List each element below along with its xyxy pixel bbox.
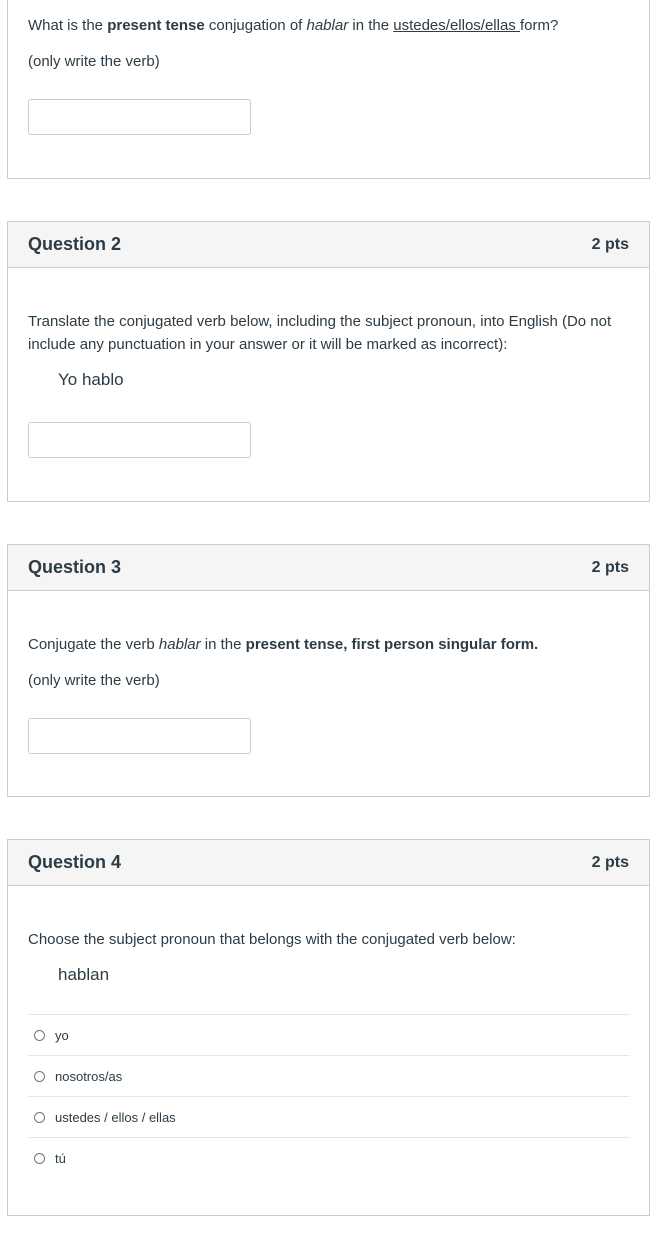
answer-option-label: ustedes / ellos / ellas [55,1109,176,1125]
question-2-body [8,310,649,458]
question-2-header [8,222,649,268]
question-4-points: 2 pts [591,853,629,871]
question-3-body [8,633,649,754]
question-1-text [28,14,629,37]
question-3-text [28,633,629,656]
question-4-text: Choose the subject pronoun that belongs with the conjugated verb below: [28,931,516,948]
question-2-points: 2 pts [591,235,629,253]
question-2-title: Question 2 [28,234,122,254]
question-4-body [8,928,649,1178]
question-1-body [8,14,649,135]
question-1-note: (only write the verb) [28,53,160,70]
question-1-card [7,0,650,179]
question-3-note: (only write the verb) [28,672,160,689]
question-3-text-italic: hablar [158,636,201,653]
question-2-answer-input[interactable] [28,422,251,458]
question-4-header [8,840,649,886]
question-3-title: Question 3 [28,557,122,577]
question-3-card [7,544,650,797]
question-2-card [7,221,650,502]
question-4-title: Question 4 [28,852,122,872]
question-1-text-mid: conjugation of [204,17,307,34]
question-3-text-mid: in the [200,636,246,653]
radio-button[interactable] [34,1112,45,1123]
radio-button[interactable] [34,1071,45,1082]
question-4-options [28,1014,629,1178]
question-3-points: 2 pts [591,558,629,576]
answer-option-label: nosotros/as [55,1068,123,1084]
question-1-text-pre: What is the [28,17,108,34]
question-2-prompt: Yo hablo [58,370,124,389]
question-3-header [8,545,649,591]
question-1-text-italic: hablar [306,17,349,34]
question-1-text-mid2: in the [348,17,394,34]
answer-option-label: yo [55,1027,69,1043]
radio-button[interactable] [34,1030,45,1041]
question-1-text-bold: present tense [107,17,205,34]
question-1-text-underlined: ustedes/ellos/ellas [393,17,520,34]
question-1-text-post: form? [519,17,559,34]
question-4-prompt: hablan [58,965,110,984]
question-4-card [7,839,650,1216]
question-2-text: Translate the conjugated verb below, including the subject pronoun, into English (Do not include any punctuation in your answer or it will be marked as incorrect): [28,313,612,353]
question-3-answer-input[interactable] [28,718,251,754]
answer-option[interactable] [28,1096,629,1137]
question-3-text-pre: Conjugate the verb [28,636,159,653]
answer-option[interactable] [28,1014,629,1055]
answer-option[interactable] [28,1137,629,1178]
question-1-answer-input[interactable] [28,99,251,135]
answer-option[interactable] [28,1055,629,1096]
answer-option-label: tú [55,1150,66,1166]
radio-button[interactable] [34,1153,45,1164]
question-3-text-bold: present tense, first person singular form. [245,636,539,653]
